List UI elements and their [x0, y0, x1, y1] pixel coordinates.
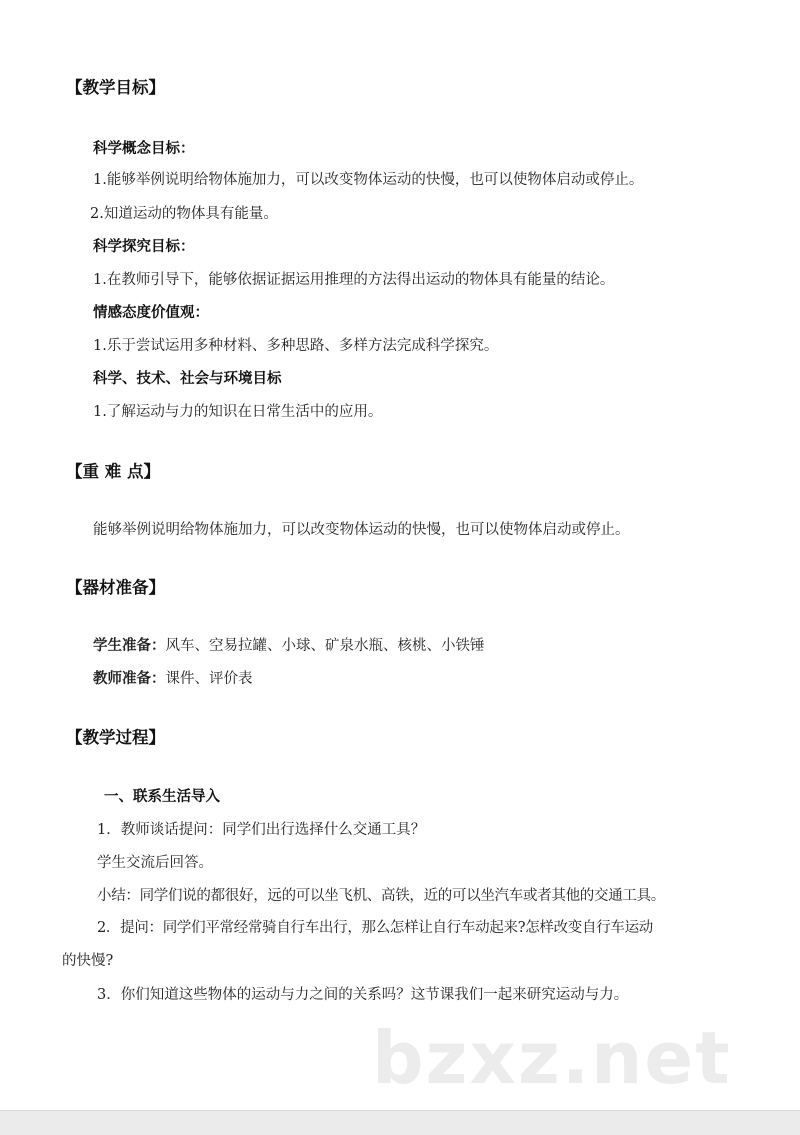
attitude-goals-heading: 情感态度价值观：	[93, 304, 209, 321]
student-materials	[93, 636, 485, 656]
attitude-goal-item: 1.乐于尝试运用多种材料、多种思路、多样方法完成科学探究。	[93, 338, 499, 354]
page-bottom-border	[0, 1110, 800, 1135]
process-section-heading: 一、联系生活导入	[104, 788, 220, 805]
concept-goal-item: 2.知道运动的物体具有能量。	[90, 206, 278, 222]
student-materials-label: 学生准备：	[93, 637, 166, 654]
inquiry-goals-heading: 科学探究目标：	[93, 238, 195, 255]
concept-goals-heading: 科学概念目标：	[93, 140, 195, 157]
section-title-materials: 【器材准备】	[66, 578, 165, 597]
teacher-materials-label: 教师准备：	[93, 670, 166, 687]
process-line: 2．提问：同学们平常经常骑自行车出行，那么怎样让自行车动起来?怎样改变自行车运动	[97, 920, 653, 936]
stse-goals-heading: 科学、技术、社会与环境目标	[93, 370, 282, 387]
section-title-key-points: 【重 难 点】	[66, 462, 160, 481]
watermark: bzxz.net	[372, 1016, 732, 1100]
process-line: 3．你们知道这些物体的运动与力之间的关系吗？这节课我们一起来研究运动与力。	[97, 987, 629, 1003]
teacher-materials	[93, 669, 253, 689]
process-line: 的快慢?	[62, 953, 114, 969]
student-materials-text: 风车、空易拉罐、小球、矿泉水瓶、核桃、小铁锤	[165, 638, 485, 654]
section-title-teaching-goals: 【教学目标】	[66, 78, 165, 97]
stse-goal-item: 1.了解运动与力的知识在日常生活中的应用。	[93, 404, 383, 420]
process-line: 学生交流后回答。	[97, 855, 213, 871]
key-points-text: 能够举例说明给物体施加力，可以改变物体运动的快慢，也可以使物体启动或停止。	[93, 522, 630, 538]
process-line: 小结：同学们说的都很好，远的可以坐飞机、高铁，近的可以坐汽车或者其他的交通工具。	[97, 888, 665, 904]
teacher-materials-text: 课件、评价表	[165, 671, 253, 687]
concept-goal-item: 1.能够举例说明给物体施加力，可以改变物体运动的快慢，也可以使物体启动或停止。	[93, 172, 644, 188]
process-line: 1．教师谈话提问：同学们出行选择什么交通工具？	[97, 822, 426, 838]
inquiry-goal-item: 1.在教师引导下，能够依据证据运用推理的方法得出运动的物体具有能量的结论。	[93, 272, 615, 288]
section-title-process: 【教学过程】	[66, 728, 165, 747]
